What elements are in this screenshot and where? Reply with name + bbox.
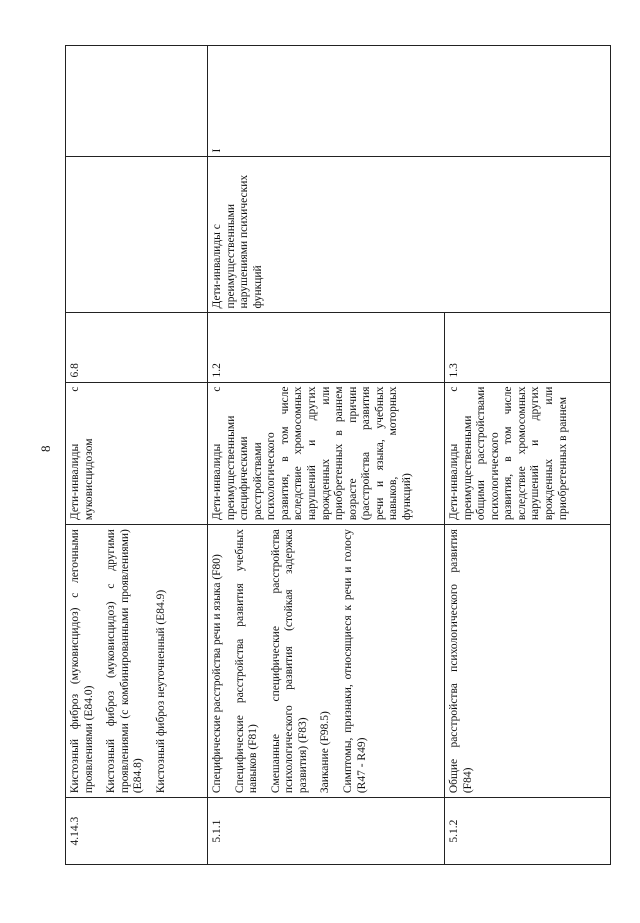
table-row	[66, 46, 208, 865]
row-value: 6.8	[66, 313, 208, 382]
diagnosis-list	[445, 525, 611, 798]
row-value: 1.3	[445, 313, 611, 382]
diagnosis-item: Кистозный фиброз (муковисцидоз) с легочными проявлениями (E84.0)	[69, 529, 95, 794]
patient-description: Дети-инвалиды с преимущественными специфическими расстройствами психологического развития, в том числе вследствие хромосомных нарушений и других врожденных или приобретенных в раннем возрасте причин (расстройства развития речи и языка, учебных навыков, моторных функций)	[208, 382, 445, 525]
diagnosis-item: Заикание (F98.5)	[319, 711, 332, 794]
row-code: 5.1.1	[208, 798, 445, 865]
page-number: 8	[38, 445, 53, 452]
diagnosis-item: Симптомы, признаки, относящиеся к речи и голосу (R47 - R49)	[341, 529, 368, 794]
patient-group	[66, 157, 208, 313]
disability-classification-table	[65, 45, 611, 865]
row-code: 5.1.2	[445, 798, 611, 865]
patient-group: Дети-инвалиды с преимущественными нарушениями психических функций	[208, 157, 611, 313]
diagnosis-item: Кистозный фиброз неуточненный (E84.9)	[154, 589, 167, 794]
diagnosis-list	[208, 525, 445, 798]
diagnosis-item: Специфические расстройства речи и языка (F80)	[211, 554, 223, 794]
row-value: 1.2	[208, 313, 445, 382]
diagnosis-item: Общие расстройства психологического развития (F84)	[448, 529, 474, 794]
diagnosis-item: Смешанные специфические расстройства психологического развития (стойкая задержка развития) (F83)	[269, 529, 309, 794]
row-mark	[66, 46, 208, 157]
table-row	[208, 46, 445, 865]
patient-description: Дети-инвалиды с преимущественными общими расстройствами психологического развития, в том числе вследствие хромосомных нарушений и других врожденных или приобретенных в раннем	[445, 382, 611, 525]
diagnosis-item: Специфические расстройства развития учебных навыков (F81)	[233, 529, 260, 794]
rotated-page-content	[65, 45, 611, 865]
diagnosis-list	[66, 525, 208, 798]
row-mark: I	[208, 46, 611, 157]
patient-description: Дети-инвалиды с муковисцидозом	[66, 382, 208, 525]
diagnosis-item: Кистозный фиброз (муковисцидоз) с другими проявлениями (с комбинированными проявлениями) (E84.8)	[105, 529, 145, 794]
row-code: 4.14.3	[66, 798, 208, 865]
